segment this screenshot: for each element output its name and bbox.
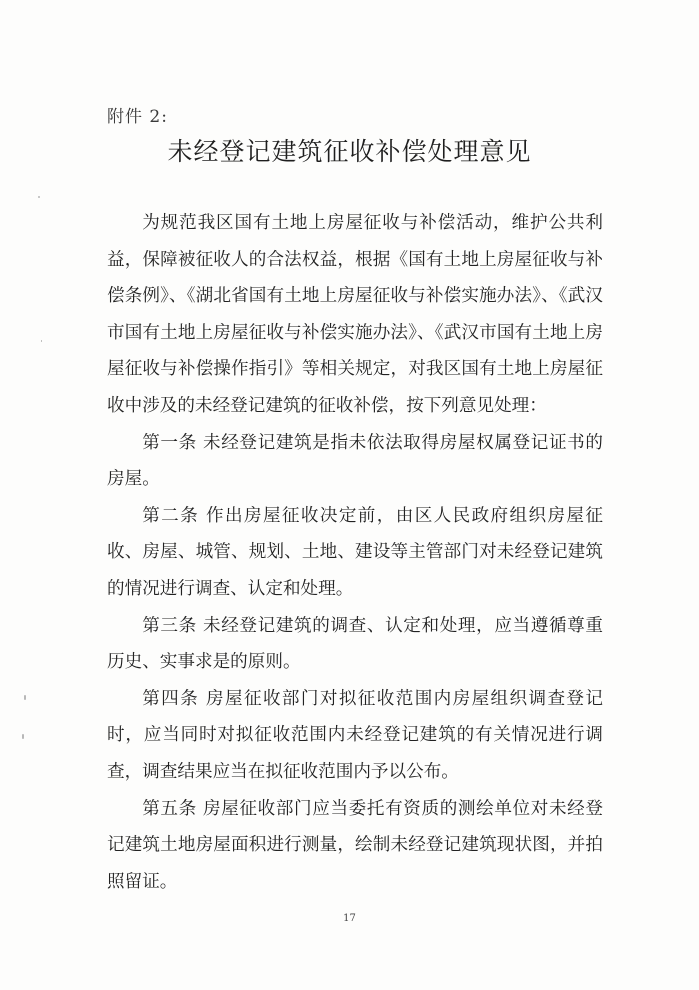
document-body xyxy=(107,205,603,900)
page-number: 17 xyxy=(343,913,356,924)
article-2-paragraph: 第二条 作出房屋征收决定前，由区人民政府组织房屋征收、房屋、城管、规划、土地、建设等主管部门对未经登记建筑的情况进行调查、认定和处理。 xyxy=(107,505,603,599)
article-4-paragraph: 第四条 房屋征收部门对拟征收范围内房屋组织调查登记时，应当同时对拟征收范围内未经登记建筑的有关情况进行调查，调查结果应当在拟征收范围内予以公布。 xyxy=(107,688,603,782)
intro-paragraph: 为规范我区国有土地上房屋征收与补偿活动，维护公共利益，保障被征收人的合法权益，根据《国有土地上房屋征收与补偿条例》、《湖北省国有土地上房屋征收与补偿实施办法》、《武汉市国有土地上房屋征收与补偿实施办法》、《武汉市国有土地上房屋征收与补偿操作指引》等相关规定，对我区国有土地上房屋征收中涉及的未经登记建筑的征收补偿，按下列意见处理： xyxy=(107,213,603,416)
attachment-label: 附件 2: xyxy=(107,107,168,127)
article-3-paragraph: 第三条 未经登记建筑的调查、认定和处理，应当遵循尊重历史、实事求是的原则。 xyxy=(107,615,603,673)
scan-speck xyxy=(38,196,40,198)
article-5-paragraph: 第五条 房屋征收部门应当委托有资质的测绘单位对未经登记建筑土地房屋面积进行测量，绘制未经登记建筑现状图，并拍照留证。 xyxy=(107,798,603,892)
document-title: 未经登记建筑征收补偿处理意见 xyxy=(167,137,532,166)
scan-speck xyxy=(24,695,26,700)
scan-speck xyxy=(22,734,24,739)
article-1-paragraph: 第一条 未经登记建筑是指未依法取得房屋权属登记证书的房屋。 xyxy=(107,432,603,490)
scan-speck xyxy=(41,340,42,342)
